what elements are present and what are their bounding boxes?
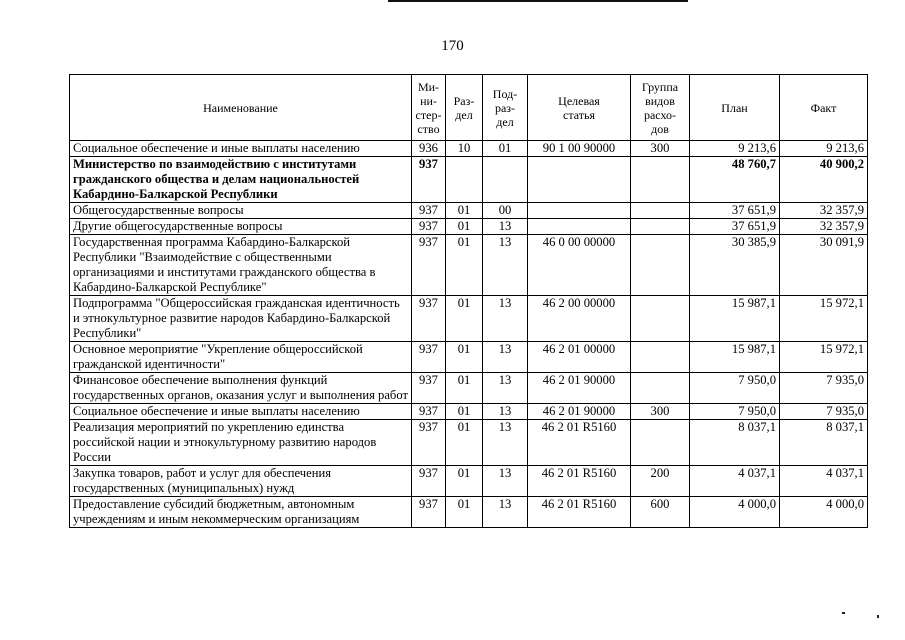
cell-ministry: 937 xyxy=(412,296,446,342)
cell-section xyxy=(446,157,483,203)
cell-group: 300 xyxy=(631,141,690,157)
cell-plan: 15 987,1 xyxy=(690,296,780,342)
cell-name: Реализация мероприятий по укреплению единства российской нации и этнокультурному развитию народов России xyxy=(70,420,412,466)
header-plan xyxy=(690,75,780,141)
cell-group: 200 xyxy=(631,466,690,497)
cell-name: Социальное обеспечение и иные выплаты населению xyxy=(70,141,412,157)
cell-subsection: 13 xyxy=(483,420,528,466)
cell-ministry: 937 xyxy=(412,466,446,497)
cell-fact: 4 037,1 xyxy=(780,466,868,497)
header-row xyxy=(70,75,868,141)
cell-group xyxy=(631,373,690,404)
cell-section: 01 xyxy=(446,404,483,420)
cell-subsection: 13 xyxy=(483,296,528,342)
cell-plan: 7 950,0 xyxy=(690,373,780,404)
cell-group xyxy=(631,235,690,296)
table-row xyxy=(70,141,868,157)
cell-group xyxy=(631,157,690,203)
cell-target: 46 2 01 90000 xyxy=(528,404,631,420)
cell-ministry: 937 xyxy=(412,235,446,296)
cell-name: Социальное обеспечение и иные выплаты населению xyxy=(70,404,412,420)
cell-name: Общегосударственные вопросы xyxy=(70,203,412,219)
cell-subsection: 00 xyxy=(483,203,528,219)
cell-section: 01 xyxy=(446,420,483,466)
page-number: 170 xyxy=(441,38,464,54)
cell-fact: 30 091,9 xyxy=(780,235,868,296)
cell-ministry: 937 xyxy=(412,497,446,528)
table-row xyxy=(70,235,868,296)
cell-subsection: 01 xyxy=(483,141,528,157)
cell-fact: 8 037,1 xyxy=(780,420,868,466)
header-group xyxy=(631,75,690,141)
cell-subsection xyxy=(483,157,528,203)
cell-target: 90 1 00 90000 xyxy=(528,141,631,157)
header-ministry-text: Ми- ни- стер- ство xyxy=(415,79,442,136)
cell-name: Другие общегосударственные вопросы xyxy=(70,219,412,235)
table-row xyxy=(70,342,868,373)
cell-subsection: 13 xyxy=(483,235,528,296)
header-subsection xyxy=(483,75,528,141)
cell-group xyxy=(631,296,690,342)
header-ministry xyxy=(412,75,446,141)
cell-group xyxy=(631,203,690,219)
cell-section: 01 xyxy=(446,466,483,497)
header-target xyxy=(528,75,631,141)
cell-group xyxy=(631,420,690,466)
table-row xyxy=(70,203,868,219)
table-row xyxy=(70,404,868,420)
header-group-text: Группа видов расхо- дов xyxy=(641,79,679,136)
cell-fact: 4 000,0 xyxy=(780,497,868,528)
cell-ministry: 936 xyxy=(412,141,446,157)
cell-target xyxy=(528,203,631,219)
cell-fact: 15 972,1 xyxy=(780,296,868,342)
cell-ministry: 937 xyxy=(412,373,446,404)
cell-group xyxy=(631,219,690,235)
table-row xyxy=(70,497,868,528)
cell-group: 600 xyxy=(631,497,690,528)
cell-plan: 37 651,9 xyxy=(690,203,780,219)
table-body xyxy=(70,141,868,528)
cell-ministry: 937 xyxy=(412,404,446,420)
header-name-text: Наименование xyxy=(203,100,278,115)
header-section-text: Раз- дел xyxy=(453,93,475,122)
cell-section: 01 xyxy=(446,203,483,219)
cell-section: 10 xyxy=(446,141,483,157)
cell-group xyxy=(631,342,690,373)
cell-name: Основное мероприятие "Укрепление общероссийской гражданской идентичности" xyxy=(70,342,412,373)
cell-plan: 15 987,1 xyxy=(690,342,780,373)
cell-section: 01 xyxy=(446,219,483,235)
cell-name: Государственная программа Кабардино-Балкарской Республики "Взаимодействие с общественными организациями и институтами гражданского общества в Кабардино-Балкарской Республике" xyxy=(70,235,412,296)
cell-target: 46 2 01 R5160 xyxy=(528,497,631,528)
cell-section: 01 xyxy=(446,497,483,528)
header-plan-text: План xyxy=(721,100,748,115)
table-row xyxy=(70,219,868,235)
table-row xyxy=(70,157,868,203)
cell-fact: 7 935,0 xyxy=(780,404,868,420)
table-row xyxy=(70,296,868,342)
top-rule xyxy=(388,0,688,2)
cell-plan: 4 037,1 xyxy=(690,466,780,497)
cell-name: Министерство по взаимодействию с институтами гражданского общества и делам национальностей Кабардино-Балкарской Республики xyxy=(70,157,412,203)
cell-ministry: 937 xyxy=(412,157,446,203)
cell-name: Финансовое обеспечение выполнения функций государственных органов, оказания услуг и выполнения работ xyxy=(70,373,412,404)
cell-fact: 40 900,2 xyxy=(780,157,868,203)
table-row xyxy=(70,466,868,497)
cell-section: 01 xyxy=(446,296,483,342)
cell-target xyxy=(528,157,631,203)
cell-plan: 30 385,9 xyxy=(690,235,780,296)
cell-plan: 48 760,7 xyxy=(690,157,780,203)
header-fact xyxy=(780,75,868,141)
cell-fact: 7 935,0 xyxy=(780,373,868,404)
table-row xyxy=(70,373,868,404)
header-subsection-text: Под- раз- дел xyxy=(492,86,518,129)
cell-name: Предоставление субсидий бюджетным, автономным учреждениям и иным некоммерческим организациям xyxy=(70,497,412,528)
cell-subsection: 13 xyxy=(483,219,528,235)
scan-mark xyxy=(877,615,879,618)
cell-plan: 7 950,0 xyxy=(690,404,780,420)
cell-plan: 4 000,0 xyxy=(690,497,780,528)
header-fact-text: Факт xyxy=(810,100,837,115)
cell-ministry: 937 xyxy=(412,420,446,466)
cell-target: 46 2 01 R5160 xyxy=(528,466,631,497)
header-section xyxy=(446,75,483,141)
cell-plan: 9 213,6 xyxy=(690,141,780,157)
cell-fact: 15 972,1 xyxy=(780,342,868,373)
budget-table xyxy=(69,74,868,528)
cell-plan: 37 651,9 xyxy=(690,219,780,235)
cell-fact: 32 357,9 xyxy=(780,219,868,235)
cell-section: 01 xyxy=(446,342,483,373)
cell-target: 46 0 00 00000 xyxy=(528,235,631,296)
cell-name: Закупка товаров, работ и услуг для обеспечения государственных (муниципальных) нужд xyxy=(70,466,412,497)
cell-target: 46 2 00 00000 xyxy=(528,296,631,342)
cell-ministry: 937 xyxy=(412,203,446,219)
cell-target: 46 2 01 90000 xyxy=(528,373,631,404)
cell-ministry: 937 xyxy=(412,219,446,235)
cell-group: 300 xyxy=(631,404,690,420)
cell-target: 46 2 01 00000 xyxy=(528,342,631,373)
header-name xyxy=(70,75,412,141)
cell-subsection: 13 xyxy=(483,404,528,420)
cell-target xyxy=(528,219,631,235)
cell-target: 46 2 01 R5160 xyxy=(528,420,631,466)
table-row xyxy=(70,420,868,466)
header-target-text: Целевая статья xyxy=(558,93,600,122)
cell-section: 01 xyxy=(446,235,483,296)
cell-fact: 9 213,6 xyxy=(780,141,868,157)
cell-ministry: 937 xyxy=(412,342,446,373)
cell-fact: 32 357,9 xyxy=(780,203,868,219)
cell-subsection: 13 xyxy=(483,466,528,497)
cell-subsection: 13 xyxy=(483,373,528,404)
cell-subsection: 13 xyxy=(483,497,528,528)
cell-subsection: 13 xyxy=(483,342,528,373)
scan-mark xyxy=(842,612,845,614)
cell-name: Подпрограмма "Общероссийская гражданская идентичность и этнокультурное развитие народов Кабардино-Балкарской Республики" xyxy=(70,296,412,342)
cell-plan: 8 037,1 xyxy=(690,420,780,466)
cell-section: 01 xyxy=(446,373,483,404)
